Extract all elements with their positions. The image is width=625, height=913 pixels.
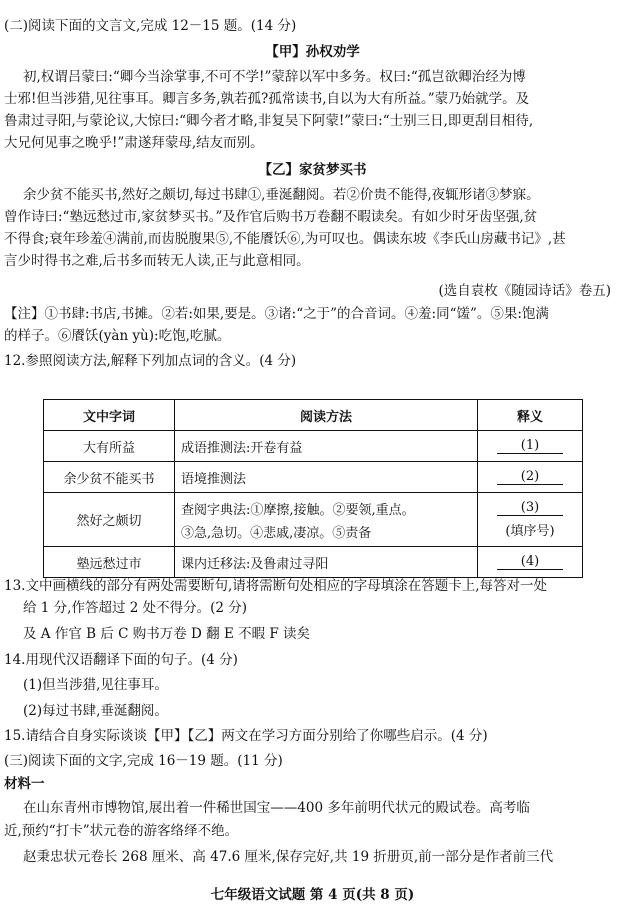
answer-blank[interactable]: (4) [497, 554, 563, 570]
section2-heading: (二)阅读下面的文言文,完成 12－15 题。(14 分) [4, 18, 297, 34]
q13-line-2: 给 1 分,作答超过 2 处不得分。(2 分) [23, 600, 248, 616]
method-line-2: ③急,急切。④悲戚,凄凉。⑤责备 [181, 525, 372, 541]
method-cell [175, 493, 478, 547]
answer-note: (填序号) [505, 524, 555, 539]
table-row [44, 462, 583, 493]
word-cell: 塾远愁过市 [44, 547, 175, 578]
yi-line-1: 余少贫不能买书,然好之颇切,每过书肆①,垂涎翻阅。若②价贵不能得,夜辄形诸③梦寐。 [23, 187, 540, 203]
jia-title: 【甲】孙权劝学 [265, 44, 360, 60]
answer-cell[interactable] [478, 547, 583, 578]
table-row [44, 493, 583, 547]
jia-line-1: 初,权谓吕蒙曰:“卿今当涂掌事,不可不学!”蒙辞以军中多务。权曰:“孤岂欲卿治经为博 [23, 69, 526, 85]
q13-line-1: 13.文中画横线的部分有两处需要断句,请将需断句处相应的字母填涂在答题卡上,每答对一处 [4, 578, 548, 594]
yi-line-3: 不得食;衰年珍羞④满前,而齿脱腹果⑤,不能餍饫⑥,为可叹也。偶读东坡《李氏山房藏书记》,甚 [4, 231, 566, 247]
note-line-1: 【注】①书肆:书店,书摊。②若:如果,要是。③诸:“之于”的合音词。④羞:同“馐”。⑤果:饱满 [4, 306, 549, 322]
note-line-2: 的样子。⑥餍饫(yàn yù):吃饱,吃腻。 [4, 328, 231, 344]
header-answer: 释义 [478, 400, 583, 431]
source-citation: (选自袁枚《随园诗话》卷五) [438, 283, 611, 299]
q14-item-1: (1)但当涉猎,见往事耳。 [23, 677, 168, 693]
q12-text: 12.参照阅读方法,解释下列加点词的含义。(4 分) [4, 353, 297, 369]
answer-cell[interactable] [478, 462, 583, 493]
yi-line-2: 曾作诗曰:“塾远愁过市,家贫梦买书。”及作官后购书万卷翻不暇读矣。有如少时牙齿坚强,贫 [4, 209, 538, 225]
q14-item-2: (2)每过书肆,垂涎翻阅。 [23, 703, 168, 719]
answer-cell[interactable] [478, 493, 583, 547]
q12-table [43, 399, 583, 578]
table-header-row [44, 400, 583, 431]
yi-line-4: 言少时得书之难,后书多而转无人读,正与此意相同。 [4, 253, 310, 269]
yi-title: 【乙】家贫梦买书 [258, 162, 367, 178]
answer-blank[interactable]: (3) [497, 500, 563, 516]
method-cell: 成语推测法:开卷有益 [175, 431, 478, 462]
q15-text: 15.请结合自身实际谈谈【甲】【乙】两文在学习方面分别给了你哪些启示。(4 分) [4, 728, 488, 744]
table-row [44, 547, 583, 578]
answer-blank[interactable]: (2) [497, 469, 563, 485]
table-row [44, 431, 583, 462]
jia-line-3: 鲁肃过寻阳,与蒙论议,大惊曰:“卿今者才略,非复吴下阿蒙!”蒙曰:“士别三日,即更刮目相待, [4, 113, 534, 129]
s3-line-2: 近,预约“打卡”状元卷的游客络绎不绝。 [4, 823, 239, 839]
word-cell: 然好之颇切 [44, 493, 175, 547]
jia-line-2: 士邪!但当涉猎,见往事耳。卿言多务,孰若孤?孤常读书,自以为大有所益。”蒙乃始就学。及 [4, 91, 530, 107]
word-cell: 余少贫不能买书 [44, 462, 175, 493]
s3-line-1: 在山东青州市博物馆,展出着一件稀世国宝——400 多年前明代状元的殿试卷。高考临 [23, 800, 530, 816]
s3-line-3: 赵秉忠状元卷长 268 厘米、高 47.6 厘米,保存完好,共 19 折册页,前一部分是作者前三代 [23, 849, 554, 865]
method-cell: 语境推测法 [175, 462, 478, 493]
header-method: 阅读方法 [175, 400, 478, 431]
q14-text: 14.用现代汉语翻译下面的句子。(4 分) [4, 652, 238, 668]
method-line-1: 查阅字典法:①摩擦,接触。②要领,重点。 [181, 502, 415, 518]
answer-cell[interactable] [478, 431, 583, 462]
word-cell: 大有所益 [44, 431, 175, 462]
header-word: 文中字词 [44, 400, 175, 431]
answer-blank[interactable]: (1) [497, 438, 563, 454]
jia-line-4: 大兄何见事之晚乎!”肃遂拜蒙母,结友而别。 [4, 135, 264, 151]
method-cell: 课内迁移法:及鲁肃过寻阳 [175, 547, 478, 578]
material-label: 材料一 [4, 776, 45, 792]
page-footer: 七年级语文试题 第 4 页(共 8 页) [210, 887, 415, 903]
section3-heading: (三)阅读下面的文字,完成 16－19 题。(11 分) [4, 753, 283, 769]
q13-sentence: 及 A 作官 B 后 C 购书万卷 D 翻 E 不暇 F 读矣 [23, 626, 311, 642]
